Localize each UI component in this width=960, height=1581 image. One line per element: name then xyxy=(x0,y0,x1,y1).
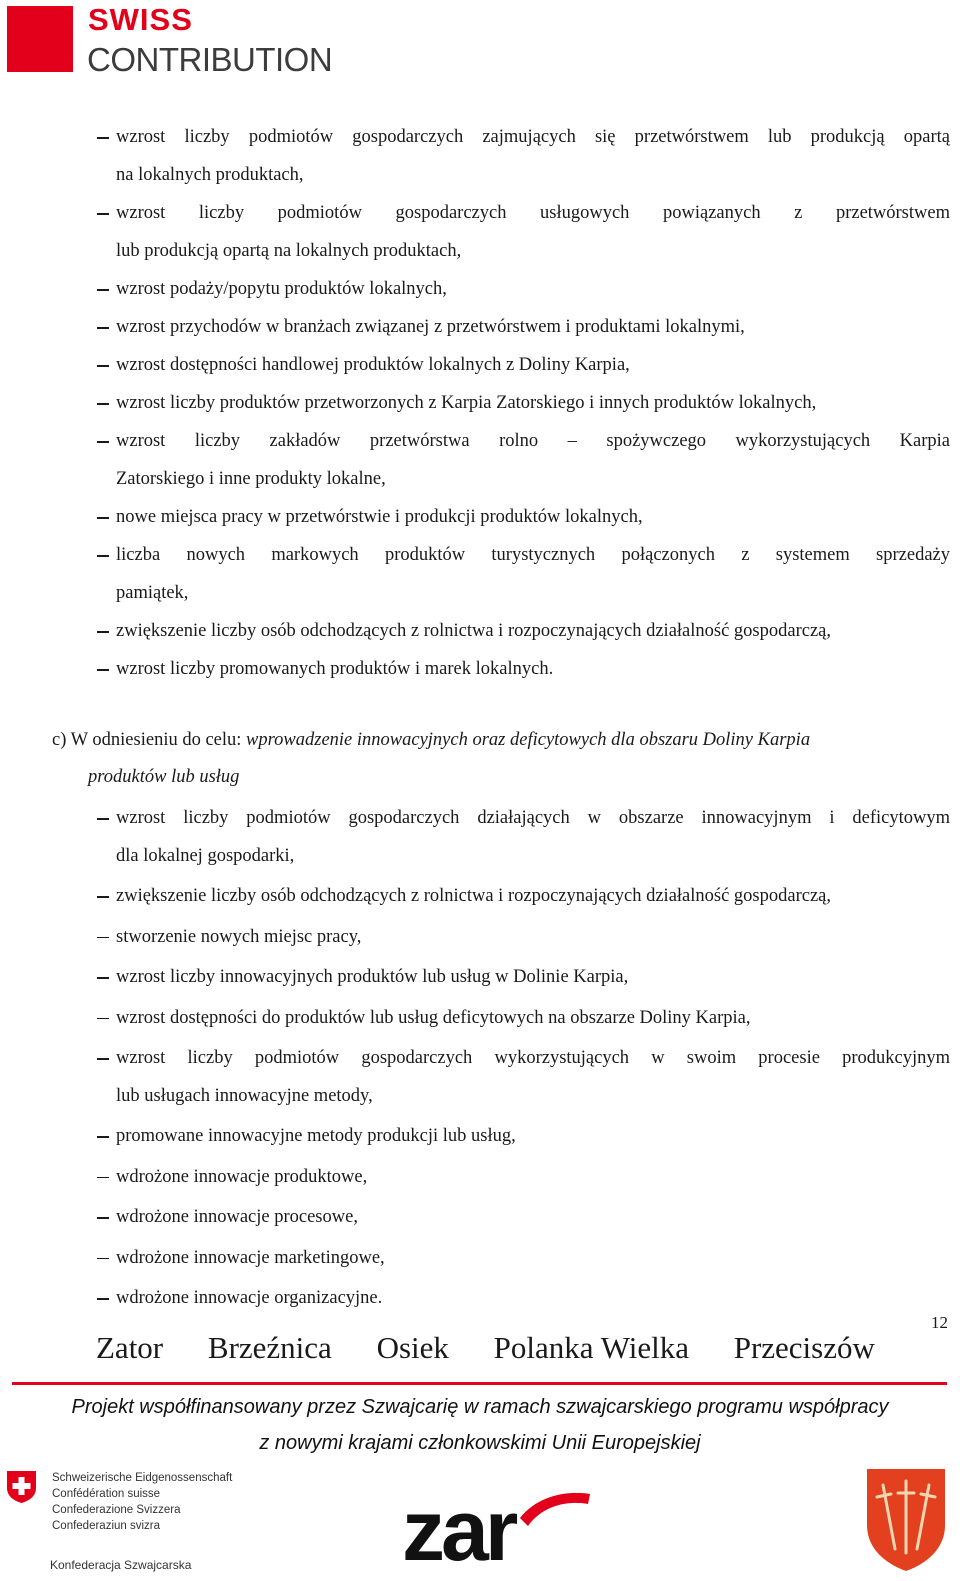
footer-divider xyxy=(12,1382,947,1385)
dash-bullet xyxy=(97,1298,109,1300)
list-item-text-cont: na lokalnych produktach, xyxy=(116,165,304,185)
dash-bullet xyxy=(97,1177,109,1179)
list-item-text: stworzenie nowych miejsc pracy, xyxy=(116,926,362,947)
indicator-list-1 xyxy=(116,118,950,688)
list-item-text-cont: lub usługach innowacyjne metody, xyxy=(116,1085,373,1106)
swiss-shield-icon xyxy=(6,1470,37,1504)
list-item-text: wdrożone innowacje organizacyjne. xyxy=(116,1288,383,1308)
list-item xyxy=(116,1118,950,1156)
list-item-text: wzrost dostępności do produktów lub usług deficytowych na obszarze Doliny Karpia, xyxy=(116,1007,751,1028)
list-item-text: wzrost liczby produktów przetworzonych z Karpia Zatorskiego i innych produktów lokalnych, xyxy=(116,393,817,413)
list-item xyxy=(116,800,950,875)
dash-bullet xyxy=(97,1258,109,1260)
list-item xyxy=(116,194,950,270)
list-item-text: wdrożone innowacje marketingowe, xyxy=(116,1247,385,1268)
list-item-text-cont: Zatorskiego i inne produkty lokalne, xyxy=(116,469,386,489)
logo-contribution-text: CONTRIBUTION xyxy=(87,41,333,78)
list-item xyxy=(116,878,950,916)
town-name: Polanka Wielka xyxy=(493,1330,689,1365)
coat-of-arms-icon xyxy=(865,1467,947,1572)
list-item-text: wzrost liczby podmiotów gospodarczych zajmujących się przetwórstwem lub produkcją opartą xyxy=(116,127,950,147)
list-item xyxy=(116,118,950,194)
dash-bullet xyxy=(97,669,109,671)
zar-logo-icon xyxy=(402,1488,592,1568)
dash-bullet xyxy=(97,403,109,405)
section-c-prefix: c) W odniesieniu do celu: xyxy=(52,730,247,750)
list-item-text-cont: lub produkcją opartą na lokalnych produktach, xyxy=(116,241,462,261)
list-item-text: wzrost podaży/popytu produktów lokalnych, xyxy=(116,279,447,299)
list-item-text: liczba nowych markowych produktów turystycznych połączonych z systemem sprzedaży xyxy=(116,545,950,565)
list-item-text-cont: pamiątek, xyxy=(116,583,189,603)
dash-bullet xyxy=(97,365,109,367)
list-item-text: nowe miejsca pracy w przetwórstwie i produkcji produktów lokalnych, xyxy=(116,507,643,527)
confed-line: Confederazione Svizzera xyxy=(52,1504,181,1516)
list-item xyxy=(116,1159,950,1197)
list-item-text: wdrożone innowacje procesowe, xyxy=(116,1207,358,1227)
dash-bullet xyxy=(97,517,109,519)
list-item xyxy=(116,384,950,422)
dash-bullet xyxy=(97,631,109,633)
list-item-text: wzrost liczby podmiotów gospodarczych usługowych powiązanych z przetwórstwem xyxy=(116,203,950,223)
list-item xyxy=(116,308,950,346)
list-item xyxy=(116,959,950,997)
dash-bullet xyxy=(97,555,109,557)
town-name: Zator xyxy=(96,1330,164,1365)
list-item-text: wzrost przychodów w branżach związanej z przetwórstwem i produktami lokalnymi, xyxy=(116,317,745,337)
list-item xyxy=(116,919,950,957)
list-item-text: promowane innowacyjne metody produkcji lub usług, xyxy=(116,1126,516,1146)
list-item-text: zwiększenie liczby osób odchodzących z rolnictwa i rozpoczynających działalność gospodarczą, xyxy=(116,621,832,641)
list-item xyxy=(116,650,950,688)
list-item-text: wzrost liczby podmiotów gospodarczych działających w obszarze innowacyjnym i deficytowym xyxy=(116,808,950,828)
dash-bullet xyxy=(97,818,109,820)
logo-red-square xyxy=(7,6,73,72)
dash-bullet xyxy=(97,327,109,329)
town-name: Brzeźnica xyxy=(207,1330,332,1365)
confed-line: Confédération suisse xyxy=(52,1488,161,1500)
dash-bullet xyxy=(97,1217,109,1219)
list-item xyxy=(116,1040,950,1115)
confederation-polish-name: Konfederacja Szwajcarska xyxy=(50,1558,192,1572)
list-item xyxy=(116,270,950,308)
dash-bullet xyxy=(97,1058,109,1060)
confederation-names xyxy=(52,1470,232,1534)
list-item xyxy=(116,1240,950,1278)
list-item-text: zwiększenie liczby osób odchodzących z rolnictwa i rozpoczynających działalność gospodarczą, xyxy=(116,886,832,906)
list-item-text: wzrost dostępności handlowej produktów lokalnych z Doliny Karpia, xyxy=(116,355,630,375)
list-item xyxy=(116,498,950,536)
footer-text-line-1: Projekt współfinansowany przez Szwajcarię w ramach szwajcarskiego programu współpracy xyxy=(71,1396,889,1418)
list-item xyxy=(116,1199,950,1237)
dash-bullet xyxy=(97,441,109,443)
list-item-text: wzrost liczby innowacyjnych produktów lub usług w Dolinie Karpia, xyxy=(116,967,629,987)
dash-bullet xyxy=(97,977,109,979)
section-c-heading xyxy=(52,722,950,796)
list-item-text: wzrost liczby promowanych produktów i marek lokalnych. xyxy=(116,659,554,679)
dash-bullet xyxy=(97,213,109,215)
dash-bullet xyxy=(97,137,109,139)
dash-bullet xyxy=(97,896,109,898)
towns-row xyxy=(96,1330,912,1366)
dash-bullet xyxy=(97,937,109,939)
list-item xyxy=(116,1000,950,1038)
town-name: Osiek xyxy=(376,1330,449,1365)
zar-logo-text: zar xyxy=(402,1488,515,1568)
footer-text-line-2: z nowymi krajami członkowskimi Unii Europejskiej xyxy=(259,1432,701,1454)
section-c-goal-cont: produktów lub usług xyxy=(88,767,240,787)
confed-line: Confederaziun svizra xyxy=(52,1520,161,1532)
logo-swiss-text: SWISS xyxy=(88,2,193,37)
list-item xyxy=(116,536,950,612)
list-item xyxy=(116,612,950,650)
list-item xyxy=(116,1280,950,1318)
town-name: Przeciszów xyxy=(733,1330,875,1365)
swiss-confederation-logo xyxy=(6,1468,266,1581)
list-item xyxy=(116,346,950,384)
list-item-text-cont: dla lokalnej gospodarki, xyxy=(116,845,295,866)
dash-bullet xyxy=(97,289,109,291)
list-item-text: wzrost liczby zakładów przetwórstwa rolno – spożywczego wykorzystujących Karpia xyxy=(116,431,950,451)
list-item xyxy=(116,422,950,498)
dash-bullet xyxy=(97,1018,109,1020)
list-item-text: wdrożone innowacje produktowe, xyxy=(116,1166,368,1187)
indicator-list-2 xyxy=(116,800,950,1321)
dash-bullet xyxy=(97,1136,109,1138)
confed-line: Schweizerische Eidgenossenschaft xyxy=(52,1472,233,1484)
list-item-text: wzrost liczby podmiotów gospodarczych wykorzystujących w swoim procesie produkcyjnym xyxy=(116,1048,950,1068)
section-c-goal: wprowadzenie innowacyjnych oraz deficytowych dla obszaru Doliny Karpia xyxy=(246,730,811,750)
page-number: 12 xyxy=(931,1313,948,1332)
